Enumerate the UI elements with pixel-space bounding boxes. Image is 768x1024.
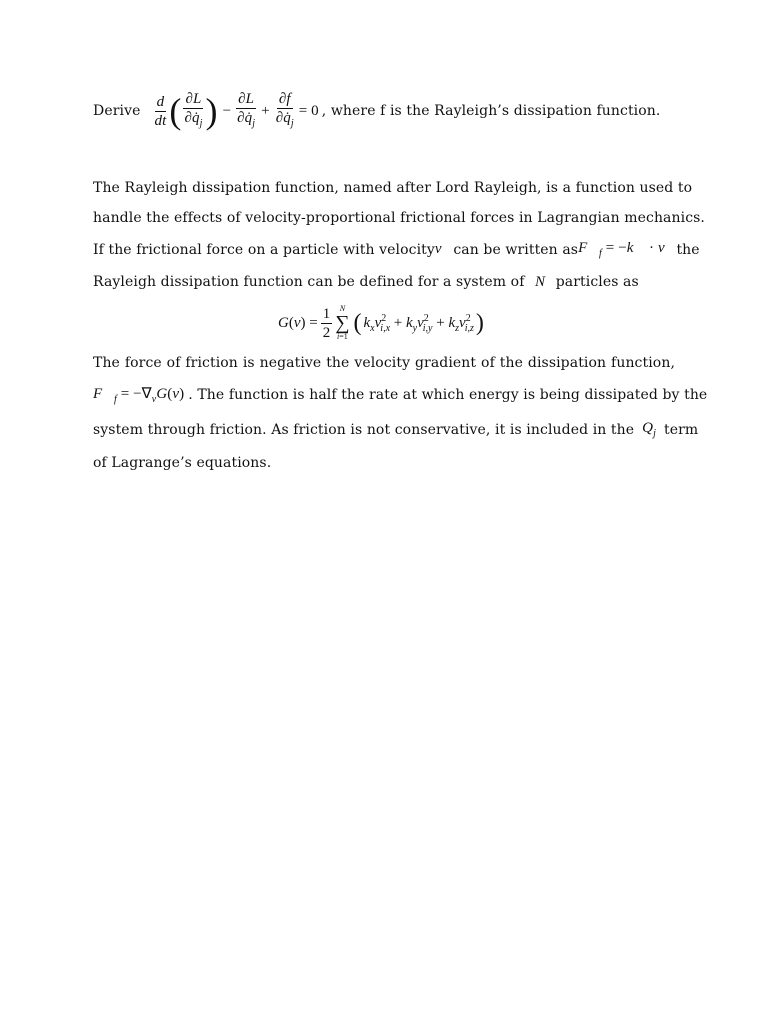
dissipation-equation: G(v) = $\frac{1}{2}$ N ∑ i=1 ( $k_xv^2_{i,x} + k_yv^2_{i,y} + k_zv^2_{i,z}$ ) — [278, 304, 484, 341]
qj-symbol: $Q_j$ — [642, 420, 656, 439]
n-symbol: N — [535, 274, 546, 290]
p1-line3-a: If the frictional force on a particle with velocity — [93, 241, 435, 258]
problem-statement — [93, 88, 675, 134]
friction-force-formula: $F⃗_f$ = −k⃗ · v⃗ — [578, 240, 677, 259]
p2-line3-a: system through friction. As friction is not conservative, it is included in the — [93, 421, 635, 438]
p1-line3-b: can be written as — [453, 241, 579, 258]
lagrange-equation: $\frac{d}{dt}$ ( $\frac{\partial L}{\partial q̇_j}$ ) − $\frac{\partial L}{\partial q̇_j}$ + $\frac{\partial f}{\partial q̇_j}$ = 0 — [154, 90, 319, 131]
p2-line3 — [93, 420, 699, 439]
derive-word: Derive — [93, 103, 141, 119]
p2-line2-b: . The function is half the rate at which energy is being dissipated by the — [188, 386, 708, 403]
p1-line1: The Rayleigh dissipation function, named after Lord Rayleigh, is a function used to — [93, 180, 693, 196]
problem-suffix: , where f is the Rayleigh’s dissipation function. — [321, 103, 661, 119]
p1-line4-b: particles as — [555, 274, 639, 290]
p2-line4: of Lagrange’s equations. — [93, 455, 272, 471]
p1-line3 — [93, 240, 700, 259]
p2-line2 — [93, 384, 708, 405]
gradient-formula: $F⃗_f = -\nabla_vG(v)$ — [93, 386, 185, 405]
p1-line4-a: Rayleigh dissipation function can be defined for a system of — [93, 274, 525, 290]
p1-line3-c: the — [676, 241, 700, 258]
p1-line2: handle the effects of velocity-proportional frictional forces in Lagrangian mechanics. — [93, 210, 705, 226]
p1-line4 — [93, 274, 675, 291]
p2-line3-b: term — [664, 421, 699, 438]
velocity-symbol: v⃗ — [434, 241, 454, 257]
p2-line1: The force of friction is negative the velocity gradient of the dissipation function, — [93, 355, 675, 371]
